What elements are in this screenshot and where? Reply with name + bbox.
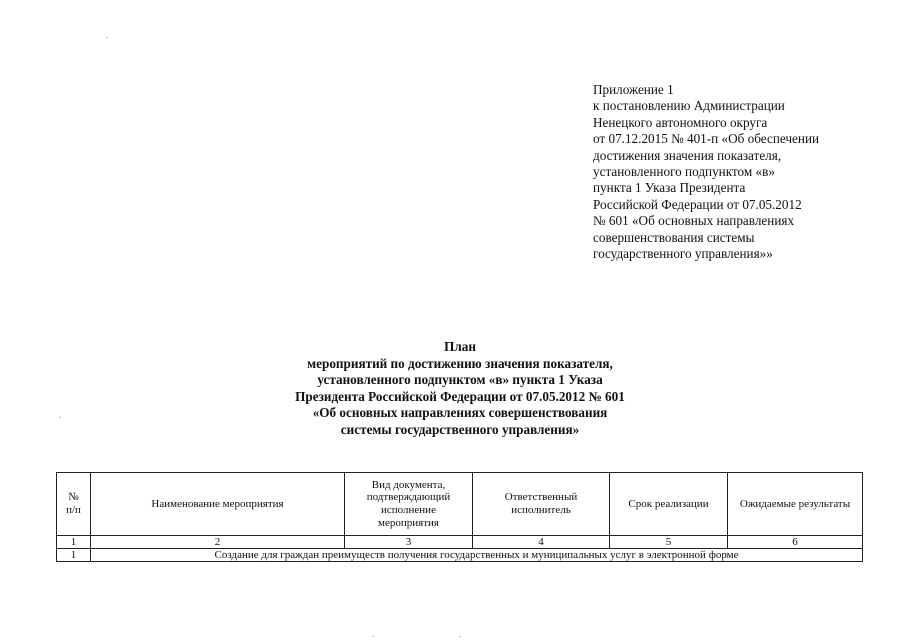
table-header-row <box>57 473 863 536</box>
plan-table <box>56 472 863 562</box>
column-number-cell: 5 <box>610 536 728 549</box>
column-number-cell: 4 <box>473 536 610 549</box>
header-document-line: подтверждающий <box>366 491 451 504</box>
plan-title-line: установленного подпунктом «в» пункта 1 Указа <box>317 372 603 388</box>
header-results: Ожидаемые результаты <box>728 473 863 536</box>
appendix-line: государственного управления»» <box>593 246 773 262</box>
section-row <box>57 549 863 562</box>
appendix-line: к постановлению Администрации <box>593 98 785 114</box>
header-responsible <box>473 473 610 536</box>
plan-title-line: План <box>444 339 476 354</box>
scan-speck <box>106 37 108 38</box>
scan-speck <box>372 636 374 637</box>
appendix-line: Приложение 1 <box>593 82 674 97</box>
header-name: Наименование мероприятия <box>91 473 345 536</box>
column-number-cell: 6 <box>728 536 863 549</box>
header-document-line: исполнение <box>381 504 436 516</box>
header-number-line: п/п <box>66 504 81 516</box>
column-number-cell: 2 <box>91 536 345 549</box>
plan-title-line: системы государственного управления» <box>340 421 580 437</box>
plan-title <box>200 339 720 439</box>
header-term: Срок реализации <box>610 473 728 536</box>
header-responsible-line: исполнитель <box>511 504 571 516</box>
section-title: Создание для граждан преимуществ получения государственных и муниципальных услуг в электронной форме <box>91 549 863 562</box>
appendix-line: установленного подпунктом «в» <box>593 164 775 180</box>
header-number-line: № <box>68 491 79 504</box>
scan-speck <box>459 636 461 637</box>
appendix-line: достижения значения показателя, <box>593 147 782 163</box>
plan-title-line: мероприятий по достижению значения показателя, <box>307 355 613 371</box>
header-responsible-line: Ответственный <box>504 491 578 504</box>
appendix-line: совершенствования системы <box>593 229 755 245</box>
column-number-cell: 3 <box>345 536 473 549</box>
column-number-row <box>57 536 863 549</box>
column-number-cell: 1 <box>57 536 91 549</box>
appendix-line: от 07.12.2015 № 401-п «Об обеспечении <box>593 131 820 147</box>
scan-speck <box>59 417 61 418</box>
header-document-line: мероприятия <box>378 516 439 529</box>
appendix-line: № 601 «Об основных направлениях <box>593 213 795 229</box>
header-document <box>345 473 473 536</box>
header-number <box>57 473 91 536</box>
appendix-line: Российской Федерации от 07.05.2012 <box>593 196 802 212</box>
appendix-line: Ненецкого автономного округа <box>593 114 768 130</box>
plan-title-line: Президента Российской Федерации от 07.05.2012 № 601 <box>295 388 625 404</box>
section-number: 1 <box>57 549 91 562</box>
plan-title-line: «Об основных направлениях совершенствования <box>312 405 608 421</box>
appendix-line: пункта 1 Указа Президента <box>593 180 746 196</box>
appendix-block <box>593 82 893 262</box>
header-document-line: Вид документа, <box>371 478 446 491</box>
